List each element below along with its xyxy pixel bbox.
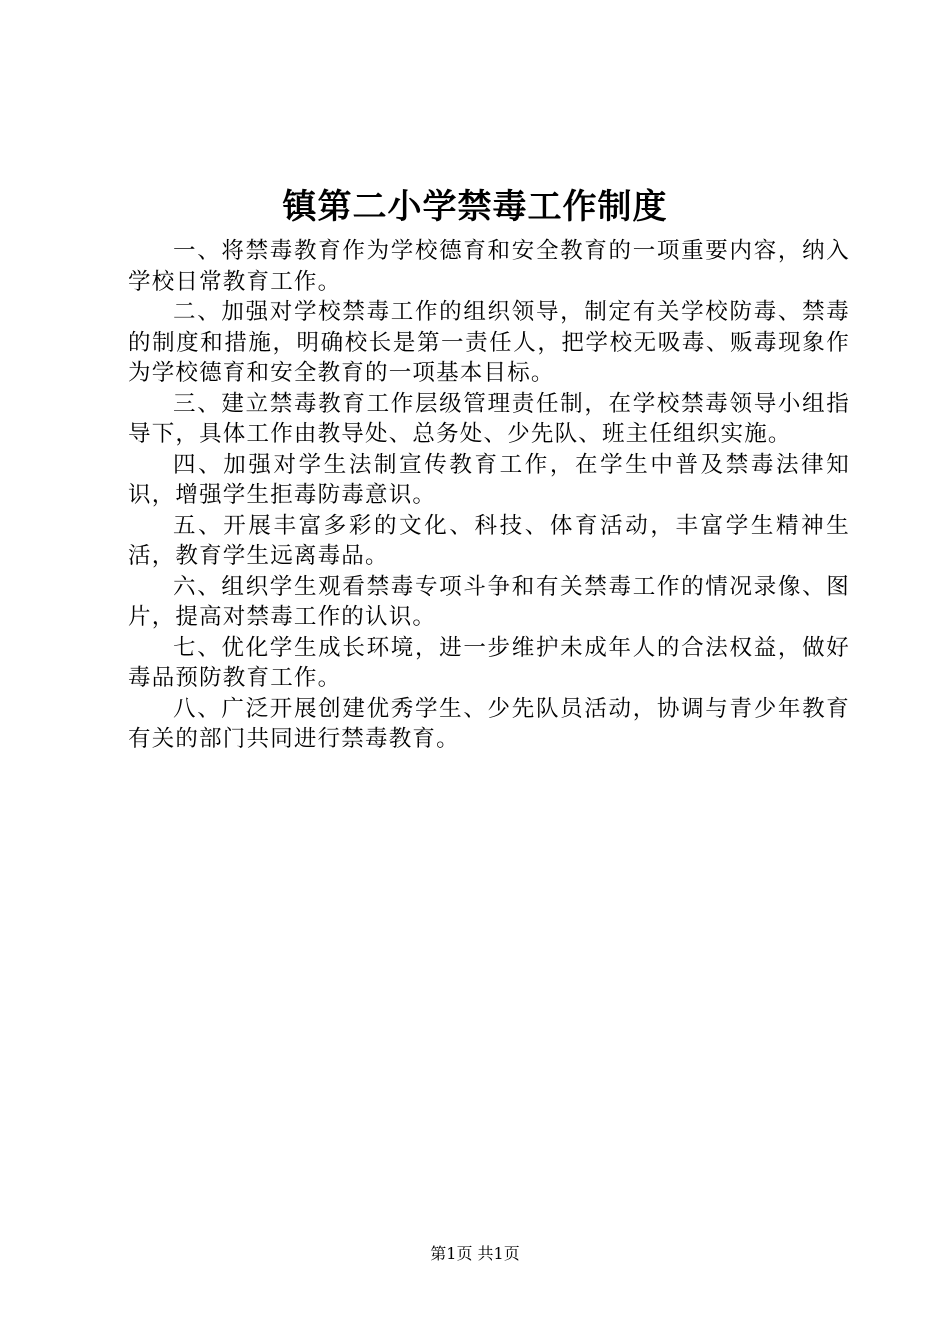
paragraph-4: 四、加强对学生法制宣传教育工作，在学生中普及禁毒法律知识，增强学生拒毒防毒意识。 xyxy=(128,451,850,508)
document-title: 镇第二小学禁毒工作制度 xyxy=(282,187,668,227)
paragraph-5: 五、开展丰富多彩的文化、科技、体育活动，丰富学生精神生活，教育学生远离毒品。 xyxy=(128,512,850,569)
document-body xyxy=(128,236,850,755)
paragraph-8: 八、广泛开展创建优秀学生、少先队员活动，协调与青少年教育有关的部门共同进行禁毒教育。 xyxy=(128,695,850,752)
paragraph-7: 七、优化学生成长环境，进一步维护未成年人的合法权益，做好毒品预防教育工作。 xyxy=(128,634,850,691)
page-footer: 第1页 共1页 xyxy=(430,1244,520,1263)
paragraph-6: 六、组织学生观看禁毒专项斗争和有关禁毒工作的情况录像、图片，提高对禁毒工作的认识。 xyxy=(128,573,850,630)
paragraph-3: 三、建立禁毒教育工作层级管理责任制，在学校禁毒领导小组指导下，具体工作由教导处、总务处、少先队、班主任组织实施。 xyxy=(128,390,850,447)
paragraph-2: 二、加强对学校禁毒工作的组织领导，制定有关学校防毒、禁毒的制度和措施，明确校长是第一责任人，把学校无吸毒、贩毒现象作为学校德育和安全教育的一项基本目标。 xyxy=(128,299,850,386)
paragraph-1: 一、将禁毒教育作为学校德育和安全教育的一项重要内容，纳入学校日常教育工作。 xyxy=(128,238,850,295)
